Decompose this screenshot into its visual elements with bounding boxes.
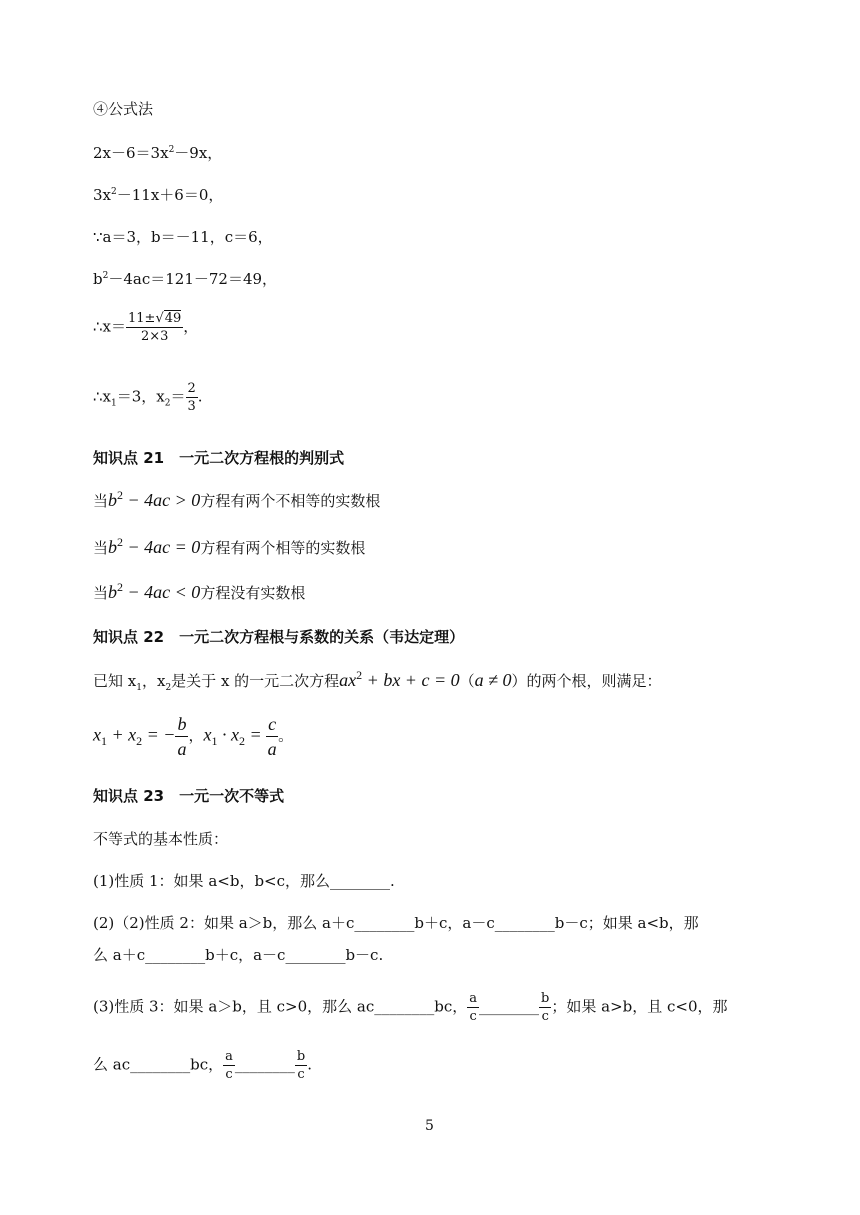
equation-line-4: $b^2-4ac=121-72=49$， [93,270,278,288]
sum-fraction: $\frac{b}{a}$ [177,714,187,759]
property-1: (1)性质 1：如果 a<b，b<c，那么________. [93,872,395,890]
vieta-formula: $x_1 + x_2$ = − $\frac{b}{a}$ ，$x_1 \cdot x_2$ = $\frac{c}{a}$ 。 [93,714,294,759]
property-3-line-1: (3)性质 3：如果 a＞b，且 c>0，那么 ac________bc， $\frac{a}{c}$ ________ $\frac{b}{c}$ ；如果 a>b，且 c<0，那 [93,991,728,1024]
property-3-line-2: 么 ac________bc， $\frac{a}{c}$ ________ $\frac{b}{c}$ . [93,1049,312,1082]
equation-line-2: $3x^2-11x+6=0$， [93,186,224,204]
sqrt-symbol: √ [155,311,164,326]
page-number: 5 [425,1118,434,1134]
knowledge-point-22-title: 知识点 22 一元二次方程根与系数的关系（韦达定理） [93,628,465,646]
knowledge-point-23-title: 知识点 23 一元一次不等式 [93,787,285,805]
fraction-a-over-c: $\frac{a}{c}$ [469,991,478,1024]
fraction-a-over-c-2: $\frac{a}{c}$ [225,1049,233,1082]
property-2-line-2: 么 a＋c________b＋c，a－c________b－c. [93,946,384,964]
discriminant-negative: 当$b^2 - 4ac < 0$方程没有实数根 [93,580,306,602]
equation-line-1: $2x-6=3x^2-9x$， [93,144,223,162]
roots-line: $\therefore x_1=3$，$x_2=$ $\frac{2}{3}$ . [93,381,203,414]
quadratic-formula-line: ∴x＝ $\frac{11\pm√49}{2\times 3}$ ， [93,311,199,344]
fraction-b-over-c-2: $\frac{b}{c}$ [296,1049,306,1082]
discriminant-zero: 当$b^2 - 4ac = 0$方程有两个相等的实数根 [93,535,366,557]
root-fraction-2: $\frac{2}{3}$ [187,381,196,414]
knowledge-point-21-title: 知识点 21 一元二次方程根的判别式 [93,449,345,467]
vieta-statement: 已知 $x_1$，$x_2$是关于 x 的一元二次方程$ax^2$ + bx + c = 0（a ≠ 0）的两个根，则满足： [93,668,662,693]
product-fraction: $\frac{c}{a}$ [267,714,277,759]
root-fraction: $\frac{11\pm√49}{2\times 3}$ [128,311,182,344]
fraction-b-over-c: $\frac{b}{c}$ [541,991,550,1024]
equation-line-3: ∵a＝3，b＝－11，c＝6， [93,228,273,246]
properties-intro: 不等式的基本性质： [93,830,229,848]
discriminant-positive: 当$b^2 - 4ac > 0$方程有两个不相等的实数根 [93,488,381,510]
method-heading: ④公式法 [93,100,154,118]
property-2-line-1: (2)（2)性质 2：如果 a＞b，那么 a＋c________b＋c，a－c________b－c；如果 a<b，那 [93,914,699,932]
